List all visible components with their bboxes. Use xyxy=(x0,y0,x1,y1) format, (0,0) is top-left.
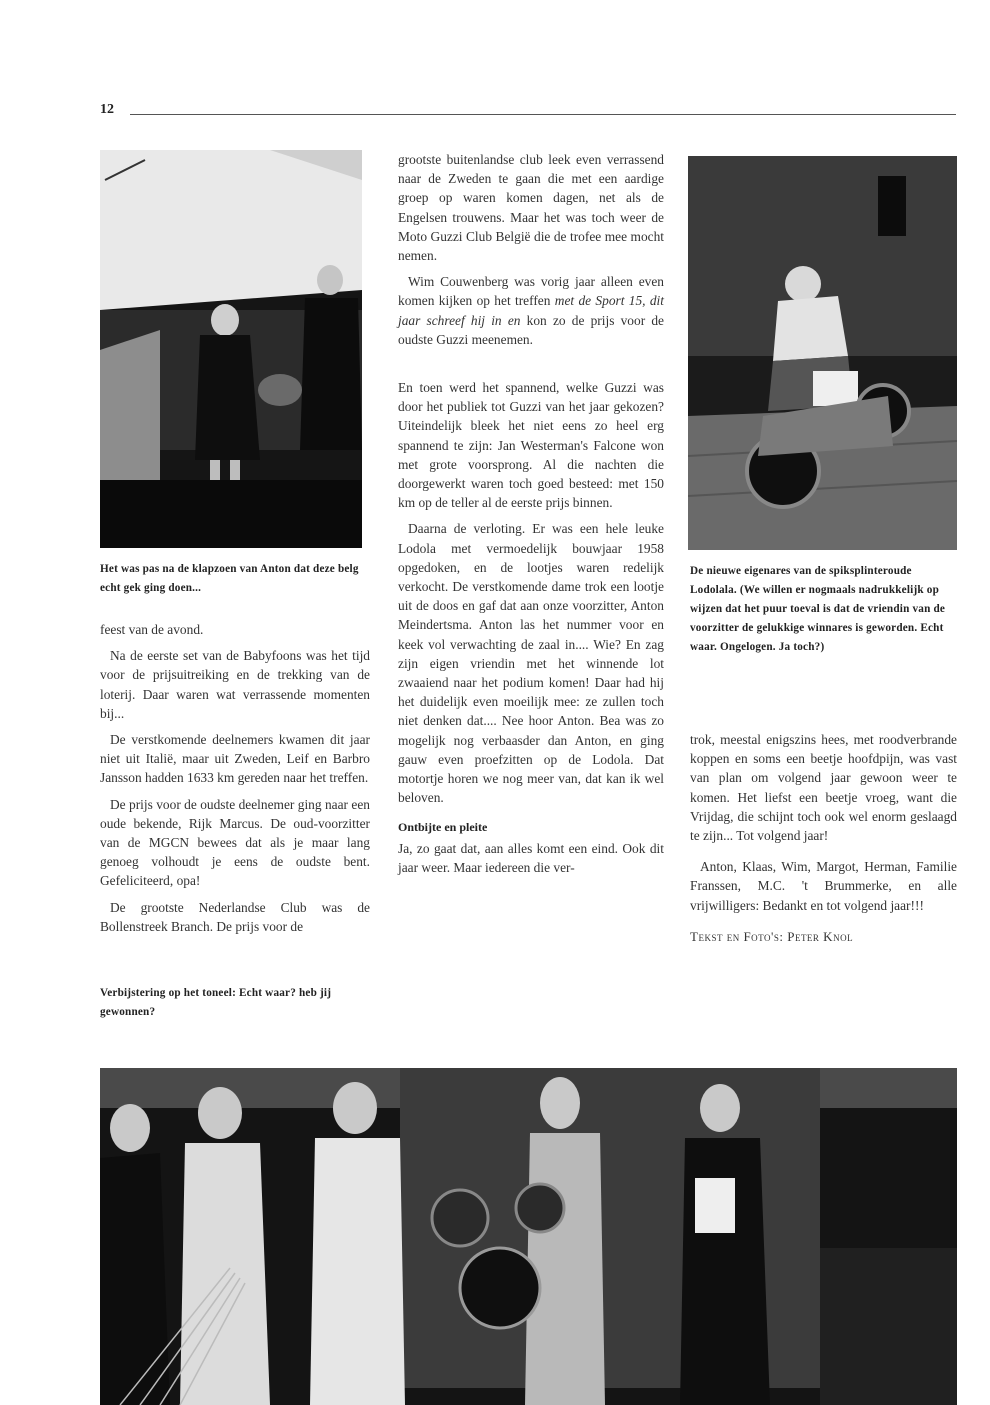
photo-moped-winner xyxy=(688,156,957,550)
col2-paragraph-1: grootste buitenlandse club leek even verrassend naar de Zweden te gaan die met een aardige groep op waren komen dagen, net als de Engelsen trouwens. Maar het was toch weer de Moto Guzzi Club België die de trofee mee mocht nemen. xyxy=(398,152,664,264)
photo-credit: Tekst en Foto's: Peter Knol xyxy=(690,928,854,944)
col1-paragraph-5: De grootste Nederlandse Club was de Bollenstreek Branch. De prijs voor de xyxy=(100,899,370,934)
caption-photo-stage-kiss: Het was pas na de klapzoen van Anton dat deze belg echt gek ging doen... xyxy=(100,563,359,594)
col3-paragraph-1: trok, meestal enigszins hees, met roodverbrande koppen en soms een beetje hoofdpijn, was vast van plan om volgend jaar gewoon weer te komen. Het liefst een beetje vroeg, want die Vrijdag, die schijnt toch ook wel enorm geslaagd te zijn... Tot volgend jaar! xyxy=(690,732,957,844)
caption-moped-winner: De nieuwe eigenares van de spiksplinteroude Lodolala. (We willen er nogmaals nadrukkelijk op wijzen dat het puur toeval is dat de vriendin van de voorzitter de gelukkige winnares is geworden. Echt waar. Ongelogen. Ja toch?) xyxy=(690,565,946,653)
col3-paragraph-2: Anton, Klaas, Wim, Margot, Herman, Familie Franssen, M.C. 't Brummerke, en alle vrijwilligers: Bedankt en tot volgend jaar!!! xyxy=(690,859,957,913)
photo-stage-kiss xyxy=(100,150,362,548)
photo-moped-winner-image xyxy=(688,156,957,550)
col2-p2-italic: met de Sport 15, dit jaar schreef hij in en xyxy=(398,293,664,328)
col1-paragraph-4: De prijs voor de oudste deelnemer ging naar een oude bekende, Rijk Marcus. De oud-voorzitter van de MGCN bewees dat als je maar lang genoeg volhoudt je eens de oudste bent. Gefeliciteerd, opa! xyxy=(100,796,370,889)
caption-stage-bewilderment: Verbijstering op het toneel: Echt waar? heb jij gewonnen? xyxy=(100,987,332,1018)
photo-stage-kiss-image xyxy=(100,150,362,548)
col2-paragraph-5: Ja, zo gaat dat, aan alles komt een eind. Ook dit jaar weer. Maar iedereen die ver- xyxy=(398,840,664,875)
col1-paragraph-1: feest van de avond. xyxy=(100,622,204,637)
col2-p2-end: kon zo de prijs voor de oudste Guzzi meenemen. xyxy=(398,312,664,347)
col2-paragraph-3: En toen werd het spannend, welke Guzzi was door het publiek tot Guzzi van het jaar gekozen? Uiteindelijk bleek het niet eens zo heel erg spannend te zijn: Jan Westerman's Falcone won met grote voorsprong. Al die nachten die doorgewerkt waren toch goed besteed: met 150 km op de teller al de eerste prijs binnen. xyxy=(398,380,664,511)
photo-band-on-stage xyxy=(100,1068,957,1405)
header-rule xyxy=(130,114,956,115)
col2-spacer xyxy=(398,356,664,378)
col2-paragraph-2 xyxy=(398,272,664,349)
col2-p2-start: Wim Couwenberg was vorig jaar alleen even komen kijken op het treffen xyxy=(398,274,664,309)
col2-subhead: Ontbijte en pleite xyxy=(398,819,488,834)
column-3 xyxy=(690,730,957,946)
page-number: 12 xyxy=(100,102,114,117)
column-1 xyxy=(100,620,370,943)
column-2 xyxy=(398,150,664,884)
col1-paragraph-2: Na de eerste set van de Babyfoons was het tijd voor de prijsuitreiking en de trekking van de loterij. Daar waren wat verrassende momenten bij... xyxy=(100,648,370,721)
photo-band-on-stage-image xyxy=(100,1068,957,1405)
col2-paragraph-4: Daarna de verloting. Er was een hele leuke Lodola met vermoedelijk bouwjaar 1958 opgedoken, en de lootjes waren redelijk verkocht. De verstkomende dame trok een lootje uit de doos en gaf dat aan onze voorzitter, Anton Meindertsma. Anton las het nummer voor en keek vol verwachting de zaal in.... Wie? En zag zijn eigen vriendin met het winnende lot zwaaiend naar het podium komen! Daar had hij het duidelijk even moeilijk mee: ze zullen toch niet denken dat.... Nee hoor Anton. Bea was zo mogelijk nog verbaasder dan Anton, en ging gauw even proefzitten op de Lodola. Dat motortje horen we nog meer van, dat kan ik wel beloven. xyxy=(398,521,664,806)
col1-paragraph-3: De verstkomende deelnemers kwamen dit jaar niet uit Italië, maar uit Zweden, Leif en Barbro Jansson hadden 1633 km gereden naar het treffen. xyxy=(100,732,370,786)
